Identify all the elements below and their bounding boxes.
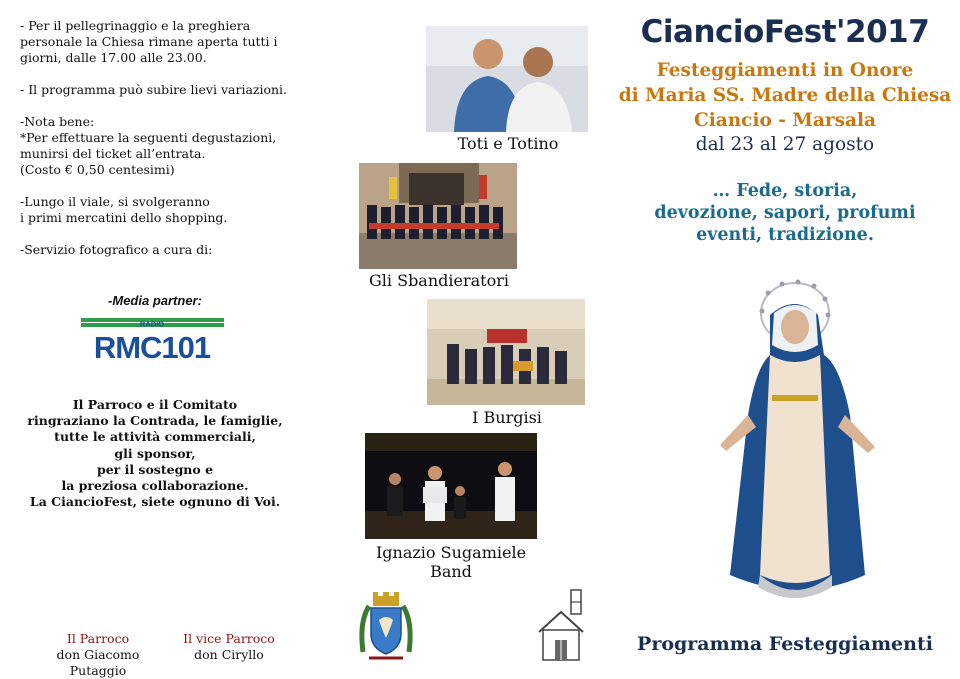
note-line: - Il programma può subire lievi variazioni. bbox=[20, 82, 288, 97]
note-line: munirsi del ticket all’entrata. bbox=[20, 146, 206, 161]
radio-logo-small-text: RADIO bbox=[139, 319, 165, 329]
thanks-line: Il Parroco e il Comitato bbox=[72, 397, 238, 412]
notes-block-2 bbox=[20, 82, 310, 98]
photo-sbandieratori bbox=[359, 163, 517, 269]
thanks-line: la preziosa collaborazione. bbox=[61, 478, 249, 494]
motto-line: eventi, tradizione. bbox=[696, 225, 874, 245]
note-line: *Per effettuare la seguenti degustazioni, bbox=[20, 130, 277, 145]
thanks-line: La CiancioFest, siete ognuno di Voi. bbox=[29, 494, 281, 510]
subtitle-line: di Maria SS. Madre della Chiesa bbox=[618, 85, 952, 106]
thanks-line: gli sponsor, bbox=[114, 445, 196, 461]
note-line: -Servizio fotografico a cura di: bbox=[20, 242, 213, 257]
subtitle-line: Ciancio - Marsala bbox=[693, 110, 876, 131]
signature-vice-parroco bbox=[168, 631, 290, 663]
caption-toti-e-totino: Toti e Totino bbox=[457, 134, 559, 153]
note-line: (Costo € 0,50 centesimi) bbox=[20, 162, 175, 177]
media-partner-label: -Media partner: bbox=[108, 293, 202, 308]
radio-logo-name: RMC101 bbox=[93, 330, 211, 362]
motto-line: devozione, sapori, profumi bbox=[654, 203, 916, 223]
photo-burgisi bbox=[427, 299, 585, 405]
event-title: CiancioFest'2017 bbox=[640, 14, 930, 50]
notes-block-1 bbox=[20, 18, 310, 66]
thanks-line: tutte le attività commerciali, bbox=[54, 429, 256, 445]
signature-name: don Ciryllo bbox=[194, 647, 264, 662]
caption-sbandieratori: Gli Sbandieratori bbox=[369, 271, 509, 290]
motto-block bbox=[610, 180, 960, 246]
note-line: -Lungo il viale, si svolgeranno bbox=[20, 194, 210, 209]
signature-name: don Giacomo Putaggio bbox=[56, 647, 140, 678]
photo-sugamiele-band bbox=[365, 433, 537, 539]
note-line: giorni, dalle 17.00 alle 23.00. bbox=[20, 50, 207, 65]
note-line: personale la Chiesa rimane aperta tutti i bbox=[20, 34, 278, 49]
signature-role: Il Parroco bbox=[66, 631, 130, 646]
thanks-line: per il sostegno e bbox=[96, 461, 214, 477]
madonna-statue-image bbox=[700, 275, 895, 615]
event-dates: dal 23 al 27 agosto bbox=[695, 134, 875, 155]
caption-sugamiele-band: Ignazio Sugamiele Band bbox=[375, 543, 527, 581]
notes-block-3 bbox=[20, 114, 310, 178]
note-line: i primi mercatini dello shopping. bbox=[20, 210, 228, 225]
notes-block-4 bbox=[20, 194, 310, 226]
left-panel bbox=[0, 0, 320, 678]
photo-toti-e-totino bbox=[426, 26, 588, 132]
thanks-block bbox=[0, 397, 310, 510]
note-line: - Per il pellegrinaggio e la preghiera bbox=[20, 18, 251, 33]
signature-role: Il vice Parroco bbox=[183, 631, 275, 646]
coat-of-arms-icon bbox=[355, 592, 417, 664]
thanks-line: ringraziano la Contrada, le famiglie, bbox=[27, 413, 283, 429]
signature-parroco bbox=[28, 631, 168, 679]
church-icon bbox=[537, 588, 585, 662]
motto-line: … Fede, storia, bbox=[712, 181, 858, 201]
radio-logo bbox=[81, 318, 224, 362]
caption-burgisi: I Burgisi bbox=[472, 408, 542, 427]
program-title: Programma Festeggiamenti bbox=[637, 633, 933, 655]
subtitle-line: Festeggiamenti in Onore bbox=[656, 60, 914, 81]
notes-block-5 bbox=[20, 242, 310, 258]
note-line: -Nota bene: bbox=[20, 114, 95, 129]
